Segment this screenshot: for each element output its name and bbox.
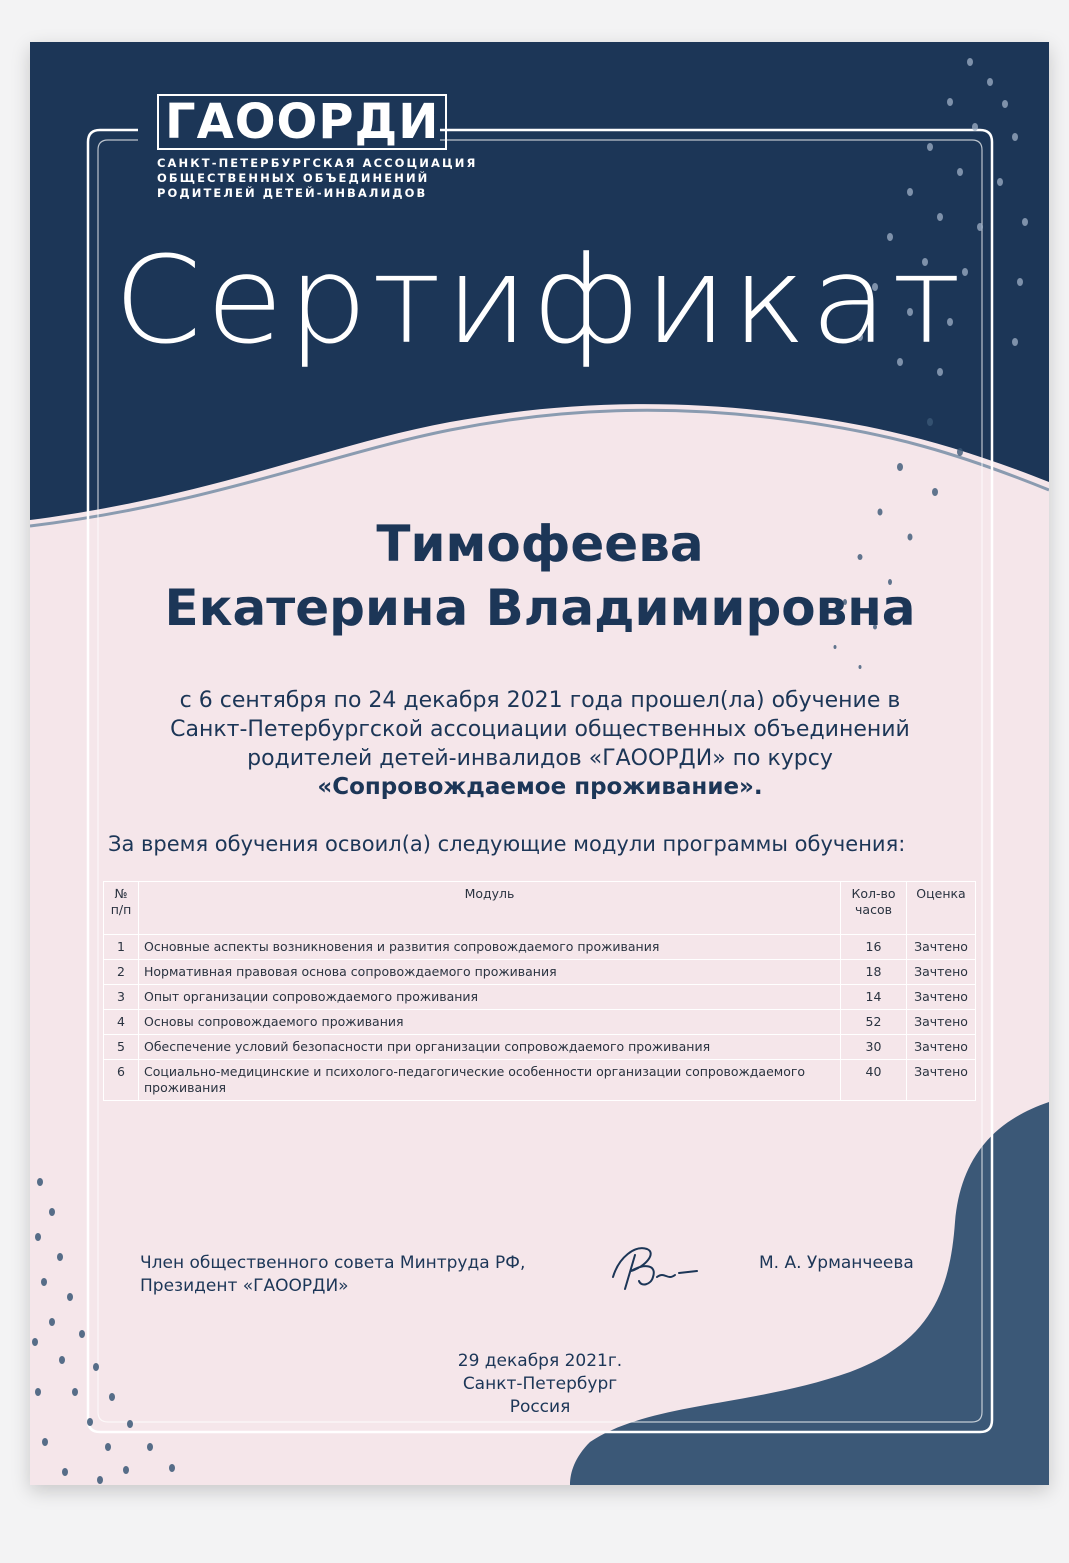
recipient-given-names: Екатерина Владимировна xyxy=(164,579,916,637)
table-row xyxy=(104,935,976,960)
row-module: Нормативная правовая основа сопровождаемого проживания xyxy=(139,960,841,985)
organization-logo xyxy=(157,94,478,201)
description-line-1: с 6 сентября по 24 декабря 2021 года прошел(ла) обучение в xyxy=(179,688,901,713)
row-grade: Зачтено xyxy=(907,985,976,1010)
row-num: 4 xyxy=(104,1010,139,1035)
row-num: 3 xyxy=(104,985,139,1010)
description-line-3: родителей детей-инвалидов «ГАООРДИ» по курсу xyxy=(247,746,833,771)
row-module: Социально-медицинские и психолого-педагогические особенности организации сопровождаемого проживания xyxy=(139,1060,841,1101)
row-hours: 30 xyxy=(841,1035,907,1060)
row-hours: 40 xyxy=(841,1060,907,1101)
row-module: Основы сопровождаемого проживания xyxy=(139,1010,841,1035)
recipient-surname: Тимофеева xyxy=(376,515,704,573)
signatory-name: М. А. Урманчеева xyxy=(759,1253,914,1273)
table-row xyxy=(104,960,976,985)
signatory-role-line-1: Член общественного совета Минтруда РФ, xyxy=(140,1253,526,1273)
row-module: Опыт организации сопровождаемого проживания xyxy=(139,985,841,1010)
handwritten-signature-icon xyxy=(605,1237,705,1297)
modules-heading: За время обучения освоил(а) следующие модули программы обучения: xyxy=(108,832,906,856)
signatory-role xyxy=(140,1252,560,1298)
certificate-title: Сертификат xyxy=(113,232,966,371)
signatory-role-line-2: Президент «ГАООРДИ» xyxy=(140,1276,349,1296)
course-name: «Сопровождаемое проживание». xyxy=(317,774,763,800)
header-num: № п/п xyxy=(104,882,139,935)
row-grade: Зачтено xyxy=(907,960,976,985)
row-num: 2 xyxy=(104,960,139,985)
issue-details xyxy=(340,1350,740,1419)
row-grade: Зачтено xyxy=(907,1010,976,1035)
header-module: Модуль xyxy=(139,882,841,935)
recipient-name xyxy=(90,512,990,640)
row-num: 6 xyxy=(104,1060,139,1101)
row-grade: Зачтено xyxy=(907,935,976,960)
training-description xyxy=(110,686,970,802)
table-row xyxy=(104,1035,976,1060)
table-row xyxy=(104,1060,976,1101)
certificate-page xyxy=(30,42,1049,1485)
logo-line-3: РОДИТЕЛЕЙ ДЕТЕЙ-ИНВАЛИДОВ xyxy=(157,186,428,200)
table-row xyxy=(104,985,976,1010)
row-num: 1 xyxy=(104,935,139,960)
logo-line-2: ОБЩЕСТВЕННЫХ ОБЪЕДИНЕНИЙ xyxy=(157,171,430,185)
row-hours: 52 xyxy=(841,1010,907,1035)
header-hours: Кол-во часов xyxy=(841,882,907,935)
table-row xyxy=(104,1010,976,1035)
issue-city: Санкт-Петербург xyxy=(462,1374,618,1394)
row-module: Обеспечение условий безопасности при организации сопровождаемого проживания xyxy=(139,1035,841,1060)
row-module: Основные аспекты возникновения и развития сопровождаемого проживания xyxy=(139,935,841,960)
row-num: 5 xyxy=(104,1035,139,1060)
row-hours: 14 xyxy=(841,985,907,1010)
description-line-2: Санкт-Петербургской ассоциации общественных объединений xyxy=(170,717,910,742)
row-hours: 18 xyxy=(841,960,907,985)
issue-country: Россия xyxy=(509,1397,571,1417)
header-grade: Оценка xyxy=(907,882,976,935)
modules-table xyxy=(103,881,976,1101)
table-header-row xyxy=(104,882,976,935)
row-grade: Зачтено xyxy=(907,1035,976,1060)
logo-wordmark: ГАООРДИ xyxy=(157,94,447,150)
row-grade: Зачтено xyxy=(907,1060,976,1101)
issue-date: 29 декабря 2021г. xyxy=(457,1351,623,1371)
logo-line-1: САНКТ-ПЕТЕРБУРГСКАЯ АССОЦИАЦИЯ xyxy=(157,156,478,170)
row-hours: 16 xyxy=(841,935,907,960)
